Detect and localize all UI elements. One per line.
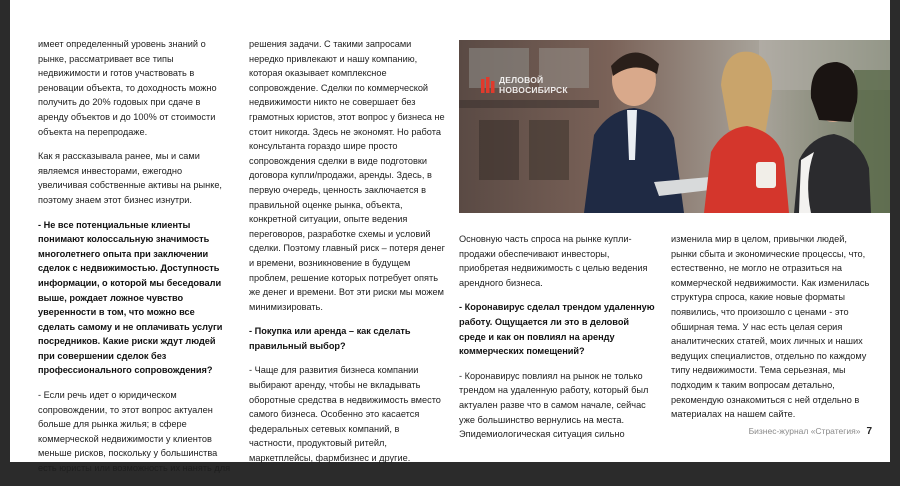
media-logo: [481, 76, 568, 95]
page-footer: [749, 426, 872, 437]
interview-photo: [459, 40, 890, 213]
question-paragraph: - Не все потенциальные клиенты понимают колоссальную значимость многолетнего опыта при заключении сделок с недвижимостью. Доступность информации, о которой мы беседовали выше, рождает ложное чувство уверенности в том, что можно все сделать самому и не оплачивать услуги посредников. Какие риски ждут людей при совершении сделок без профессионального сопровождения?: [38, 219, 223, 376]
question-paragraph: - Коронавирус сделал трендом удаленную работу. Ощущается ли это в деловой среде и как он повлиял на аренду коммерческих помещений?: [459, 302, 655, 357]
text-column-1: [38, 37, 233, 486]
text-column-2: [249, 37, 447, 476]
logo-mark-icon: [481, 77, 495, 95]
magazine-page: [10, 0, 890, 474]
paragraph: имеет определенный уровень знаний о рынке, рассматривает все типы недвижимости и готов участвовать в реновации объекта, то доходность можно получить до 20% годовых при сдаче в аренду объектов и до 100% от стоимости объекта на перепродаже.: [38, 39, 217, 137]
paragraph: Основную часть спроса на рынке купли-продажи обеспечивают инвесторы, приобретая недвижимость с целью ведения арендного бизнеса.: [459, 234, 648, 288]
paragraph: - Чаще для развития бизнеса компании выбирают аренду, чтобы не вкладывать оборотные средства в недвижимость вместо самого бизнеса. Особенно это касается федеральных сетевых компаний, в частности, продуктовый ритейл, маркетплейсы, фармбизнес и другие.: [249, 365, 441, 464]
logo-line-1: ДЕЛОВОЙ: [499, 75, 544, 85]
page-number: 7: [866, 426, 872, 437]
paragraph: решения задачи. С такими запросами нередко привлекают и нашу компанию, которая оказывает комплексное сопровождение. Сделки по коммерческой недвижимости никто не совершает без грамотных юристов, этот вопрос у бизнеса не стоит никогда. Здесь не экономят. Но работа консультанта гораздо шире просто сопровождения сделки в виде подготовки договора купли/продажи, аренды. Здесь, в первую очередь, ценность заключается в правильной оценке рынка, объекта, конкретной ситуации, опыте ведения переговоров, разработке схемы и условий сделки. Поэтому главный риск – потеря денег и времени, возникновение в будущем проблем, решение которых потребует опять же денег и времени. Вот эти риски мы можем минимизировать.: [249, 39, 445, 312]
journal-name: Бизнес-журнал «Стратегия»: [748, 426, 861, 436]
photo-illustration: [459, 40, 890, 213]
paragraph: изменила мир в целом, привычки людей, рынки сбыта и экономические процессы, что, естественно, не могло не отразиться на коммерческой недвижимости. Как изменилась структура спроса, какие новые форматы появились, что произошло с ценами - это обширная тема. У нас есть целая серия аналитических статей, моих личных и наших ведущих специалистов, отдельно по каждому типу недвижимости. Тема серьезная, мы подходим к таким вопросам детально, рекомендую ознакомиться с ней отдельно в материалах на нашем сайте.: [671, 234, 870, 420]
paragraph: - Коронавирус повлиял на рынок не только трендом на удаленную работу, который был актуален разве что в самом начале, сейчас уже большинство вернулись на места. Эпидемиологическая ситуация сильно: [459, 370, 649, 440]
logo-line-2: НОВОСИБИРСК: [499, 84, 568, 95]
text-column-4: [671, 232, 871, 432]
question-paragraph: - Покупка или аренда – как сделать правильный выбор?: [249, 326, 411, 351]
paragraph: Как я рассказывала ранее, мы и сами являемся инвесторами, ежегодно увеличивая собственные активы на рынке, поэтому знаем этот бизнес изнутри.: [38, 151, 222, 205]
text-column-3: [459, 232, 656, 452]
paragraph: - Если речь идет о юридическом сопровождении, то этот вопрос актуален больше для рынка жилья; в сфере коммерческой недвижимости у клиентов меньше рисков, поскольку у большинства есть юристы или возможность их нанять для: [38, 390, 231, 474]
